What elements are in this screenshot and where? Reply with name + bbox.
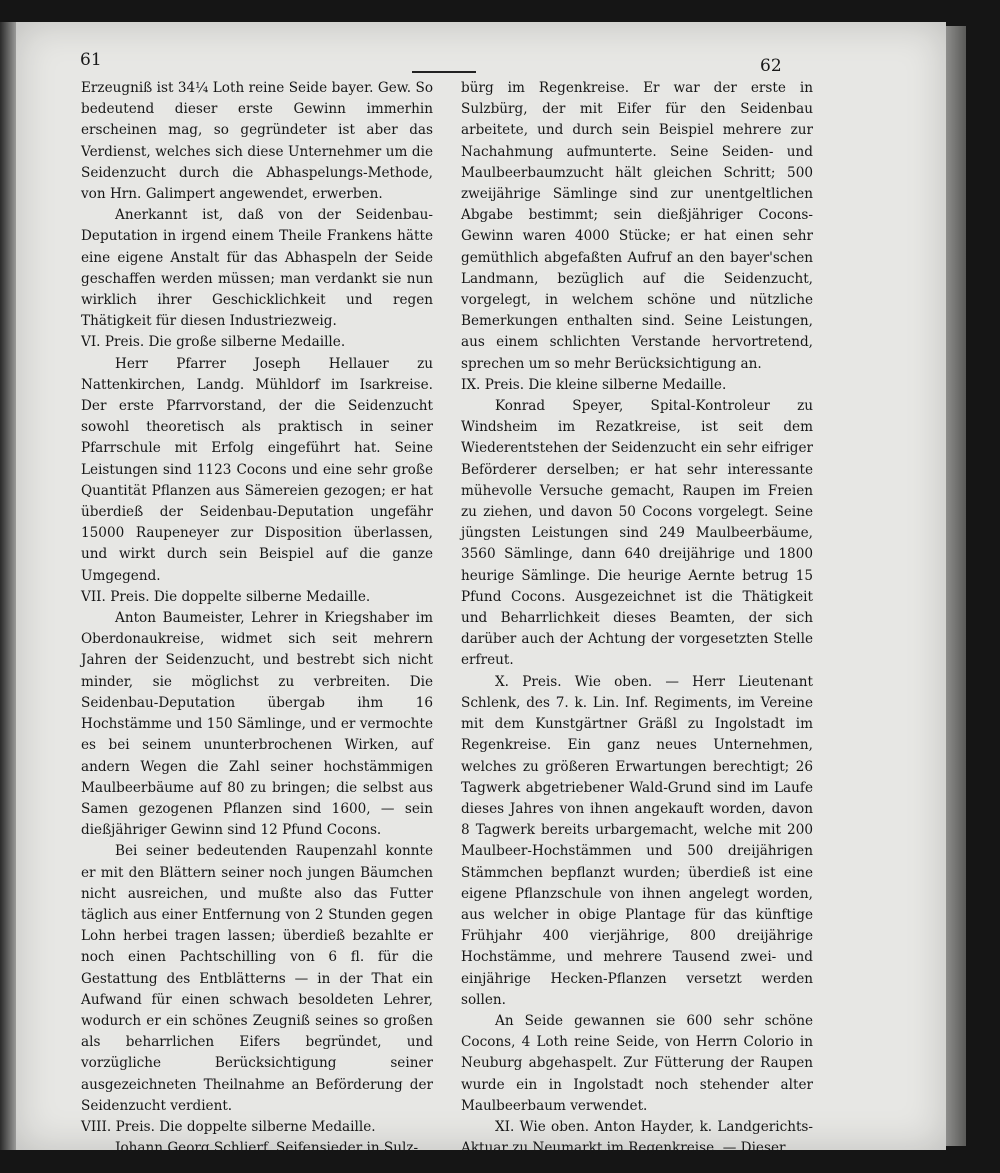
prize-heading-vii: VII. Preis. Die doppelte silberne Medaille. — [81, 588, 371, 605]
prize-heading-ix: IX. Preis. Die kleine silberne Medaille. — [461, 376, 727, 393]
book-binding-edge — [0, 22, 16, 1150]
paragraph-prize-xi: XI. Wie oben. Anton Hayder, k. Landgerichts-Aktuar zu Neumarkt im Regenkreise. — Dieser — [461, 1118, 813, 1157]
right-text-column — [461, 78, 813, 1159]
paragraph: Johann Georg Schlierf, Seifensieder in Sulz- — [115, 1140, 419, 1157]
paragraph: Konrad Speyer, Spital-Kontroleur zu Windsheim im Rezatkreise, ist seit dem Wiederentstehen der Seidenzucht ein sehr eifriger Beförderer derselben; er hat sehr interessante mühevolle Versuche gemacht, Raupen im Freien zu ziehen, und davon 50 Cocons vorgelegt. Seine jüngsten Leistungen sind 249 Maulbeerbäume, 3560 Sämlinge, dann 640 dreijährige und 1800 heurige Sämlinge. Die heurige Aernte betrug 15 Pfund Cocons. Ausgezeichnet ist die Thätigkeit und Beharrlichkeit dieses Beamten, der sich darüber auch der Achtung der vorgesetzten Stelle erfreut. — [461, 398, 813, 669]
paragraph: Anton Baumeister, Lehrer in Kriegshaber im Oberdonaukreise, widmet sich seit mehrern Jahren der Seidenzucht, und bestrebt sich nicht minder, sie möglichst zu verbreiten. Die Seidenbau-Deputation übergab ihm 16 Hochstämme und 150 Sämlinge, und er vermochte es bei seinem ununterbrochenen Wirken, auf andern Wegen die Zahl seiner hochstämmigen Maulbeerbäume auf 80 zu bringen; die selbst aus Samen gezogenen Pflanzen sind 1600, — sein dießjähriger Gewinn sind 12 Pfund Cocons. — [81, 610, 433, 839]
paragraph-continuation: bürg im Regenkreise. Er war der erste in Sulzbürg, der mit Eifer für den Seidenbau arbeitete, und durch sein Beispiel mehrere zur Nachahmung aufmunterte. Seine Seiden- und Maulbeerbaumzucht hält gleichen Schritt; 500 zweijährige Sämlinge sind zur unentgeltlichen Abgabe bestimmt; sein dießjähriger Cocons-Gewinn waren 4000 Stücke; er hat einen sehr gemüthlich abgefaßten Aufruf an den bayer'schen Landmann, bezüglich auf die Seidenzucht, vorgelegt, in welchem schöne und nützliche Bemerkungen enthalten sind. Seine Leistungen, aus einem schlichten Verstande hervortretend, sprechen um so mehr Berücksichtigung an. — [461, 80, 813, 372]
paragraph: An Seide gewannen sie 600 sehr schöne Cocons, 4 Loth reine Seide, von Herrn Colorio in Neuburg abgehaspelt. Zur Fütterung der Raupen wurde ein in Ingolstadt noch stehender alter Maulbeerbaum verwendet. — [461, 1012, 813, 1114]
left-text-column — [81, 78, 433, 1159]
prize-heading-viii: VIII. Preis. Die doppelte silberne Medaille. — [81, 1118, 376, 1135]
paragraph: Bei seiner bedeutenden Raupenzahl konnte er mit den Blättern seiner noch jungen Bäumchen nicht ausreichen, und mußte also das Futter täglich aus einer Entfernung von 2 Stunden gegen Lohn herbei tragen lassen; überdieß bezahlte er noch einen Pachtschilling von 6 fl. für die Gestattung des Entblätterns — in der That ein Aufwand für einen schwach besoldeten Lehrer, wodurch er ein schönes Zeugniß seines so großen als beharrlichen Eifers begründet, und vorzügliche Berücksichtigung seiner ausgezeichneten Theilnahme an Beförderung der Seidenzucht verdient. — [81, 843, 433, 1114]
page-number-left: 61 — [80, 50, 102, 70]
paragraph: Anerkannt ist, daß von der Seidenbau-Deputation in irgend einem Theile Frankens hätte eine eigene Anstalt für das Abhaspeln der Seide geschaffen werden müssen; man verdankt sie nun wirklich ihrer Geschicklichkeit und regen Thätigkeit für diesen Industriezweig. — [81, 207, 433, 330]
prize-heading-vi: VI. Preis. Die große silberne Medaille. — [81, 334, 346, 351]
page-number-right: 62 — [760, 56, 782, 76]
page-edge-shadow — [946, 26, 966, 1146]
paragraph-continuation: Erzeugniß ist 34¼ Loth reine Seide bayer. Gew. So bedeutend dieser erste Gewinn immerhin erscheinen mag, so gegründeter ist aber das Verdienst, welches sich diese Unternehmer um die Seidenzucht durch die Abhaspelungs-Methode, von Hrn. Galimpert angewendet, erwerben. — [81, 80, 433, 203]
paragraph-prize-x: X. Preis. Wie oben. — Herr Lieutenant Schlenk, des 7. k. Lin. Inf. Regiments, im Vereine mit dem Kunstgärtner Gräßl zu Ingolstadt im Regenkreise. Ein ganz neues Unternehmen, welches zu größeren Erwartungen berechtigt; 26 Tagwerk abgetriebener Wald-Grund sind im Laufe dieses Jahres von ihnen angekauft worden, davon 8 Tagwerk bereits urbargemacht, welche mit 200 Maulbeer-Hochstämmen und 500 dreijährigen Stämmchen bepflanzt wurden; überdieß ist eine eigene Pflanzschule von ihnen angelegt worden, aus welcher in obige Plantage für das künftige Frühjahr 400 vierjährige, 800 dreijährige Hochstämme, und mehrere Tausend zwei- und einjährige Hecken-Pflanzen versetzt werden sollen. — [461, 673, 813, 1008]
paragraph: Herr Pfarrer Joseph Hellauer zu Nattenkirchen, Landg. Mühldorf im Isarkreise. Der erste Pfarrvorstand, der die Seidenzucht sowohl theoretisch als praktisch in seiner Pfarrschule mit Erfolg eingeführt hat. Seine Leistungen sind 1123 Cocons und eine sehr große Quantität Pflanzen aus Sämereien gezogen; er hat überdieß der Seidenbau-Deputation ungefähr 15000 Raupeneyer zur Disposition überlassen, und wirkt durch sein Beispiel auf die ganze Umgegend. — [81, 355, 433, 584]
header-rule — [412, 71, 476, 73]
